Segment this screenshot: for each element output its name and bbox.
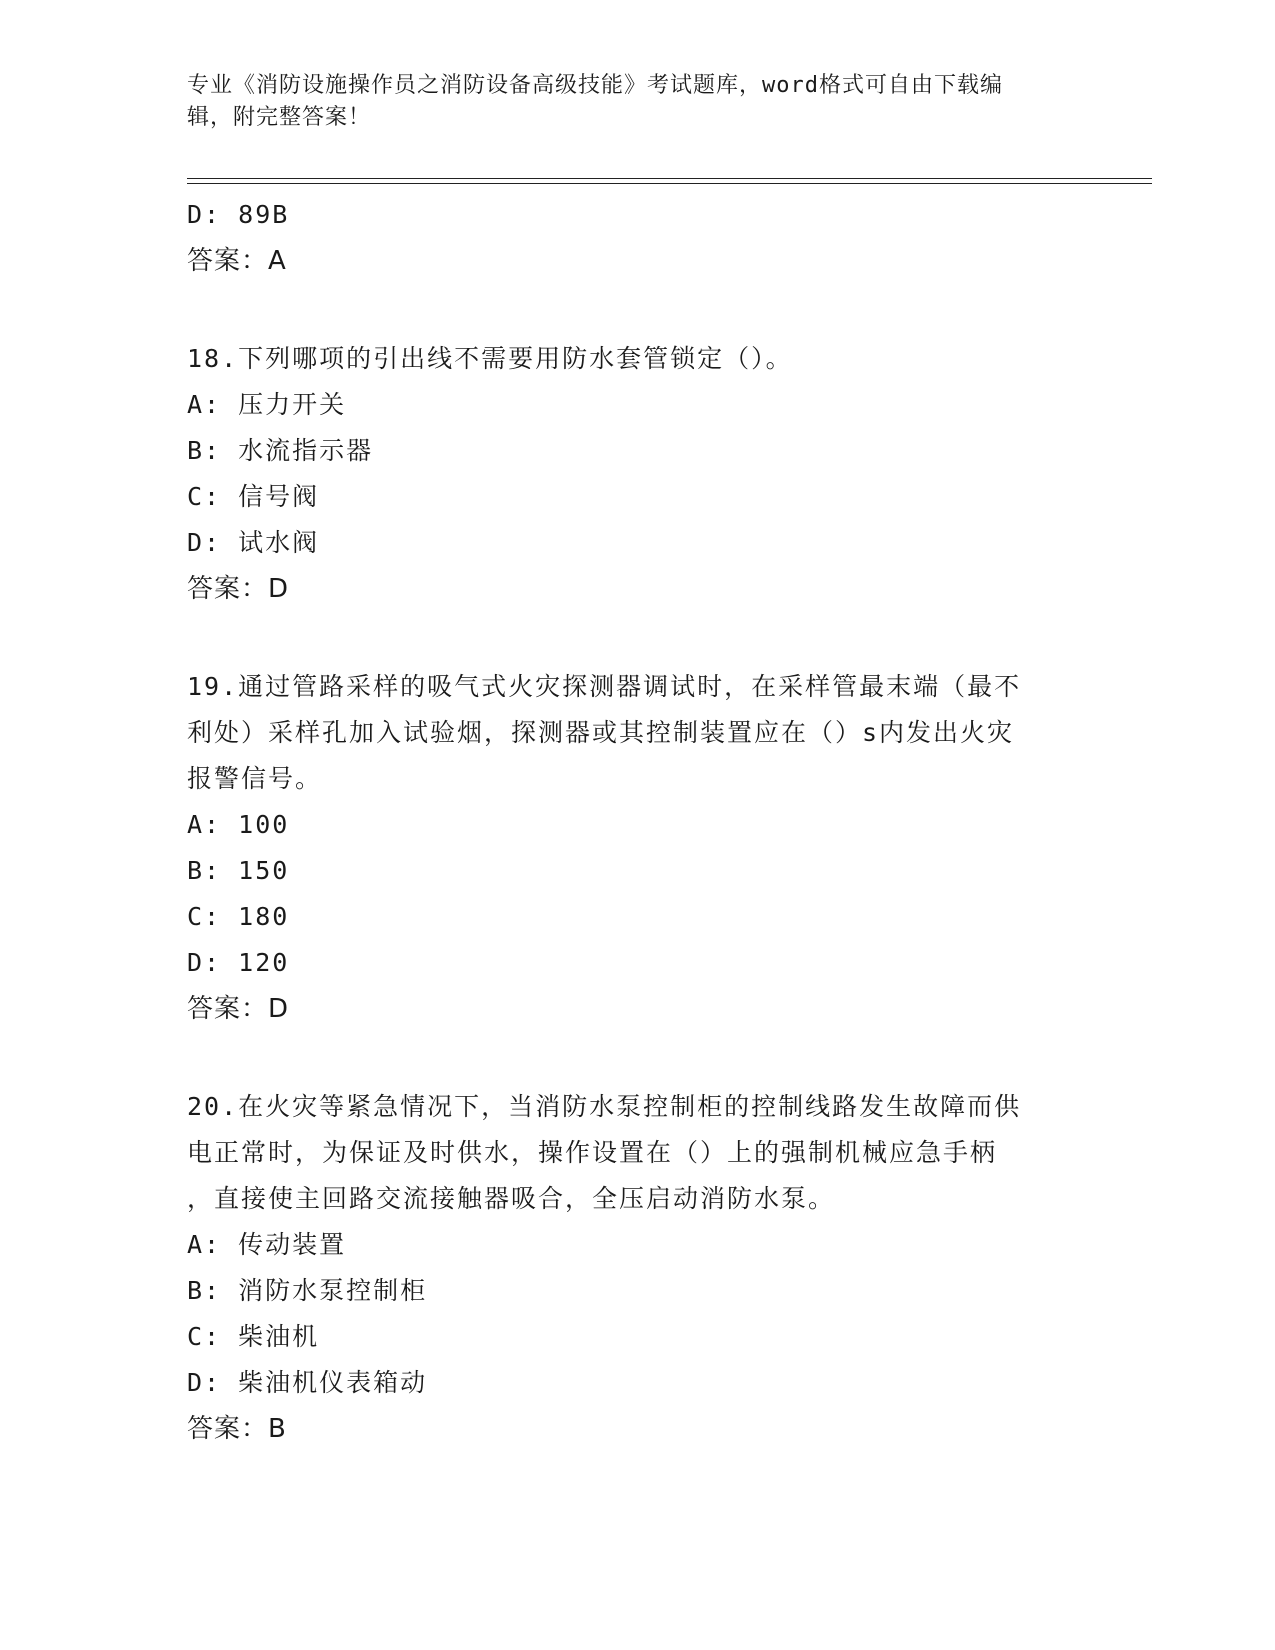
- option-c: C: 180: [187, 902, 290, 931]
- header-divider-bottom: [187, 183, 1152, 184]
- stem-line: 报警信号。: [187, 764, 323, 793]
- question-stem: [187, 664, 1087, 802]
- question-stem: [187, 1084, 1087, 1222]
- document-header: [187, 70, 1087, 134]
- stem-line: 利处）采样孔加入试验烟，探测器或其控制装置应在（）s内发出火灾: [187, 718, 1015, 747]
- spacer: [187, 284, 1087, 336]
- answer-line: 答案：D: [187, 994, 290, 1024]
- option-b: B: 水流指示器: [187, 436, 374, 465]
- question-19: [187, 664, 1087, 1032]
- answer-line: 答案：D: [187, 574, 290, 604]
- spacer: [187, 612, 1087, 664]
- option-c: C: 信号阀: [187, 482, 320, 511]
- option-a: A: 传动装置: [187, 1230, 347, 1259]
- option-d: D: 柴油机仪表箱动: [187, 1368, 428, 1397]
- option-d: D: 120: [187, 948, 290, 977]
- option-a: A: 100: [187, 810, 290, 839]
- header-line-2: 辑，附完整答案！: [187, 105, 372, 130]
- option-c: C: 柴油机: [187, 1322, 320, 1351]
- option-b: B: 消防水泵控制柜: [187, 1276, 428, 1305]
- header-line-1: 专业《消防设施操作员之消防设备高级技能》考试题库，word格式可自由下载编: [187, 73, 1003, 98]
- question-20: [187, 1084, 1087, 1452]
- previous-question-tail: [187, 192, 1087, 284]
- option-d: D: 试水阀: [187, 528, 320, 557]
- stem-line: 电正常时，为保证及时供水，操作设置在（）上的强制机械应急手柄: [187, 1138, 998, 1167]
- answer-line: 答案：B: [187, 1414, 287, 1444]
- option-a: A: 压力开关: [187, 390, 347, 419]
- answer-line: 答案：A: [187, 246, 287, 276]
- spacer: [187, 1032, 1087, 1084]
- question-stem: [187, 336, 1087, 382]
- option-d: D: 89B: [187, 200, 290, 229]
- option-b: B: 150: [187, 856, 290, 885]
- stem-line: ，直接使主回路交流接触器吸合，全压启动消防水泵。: [187, 1184, 836, 1213]
- stem-line: 18.下列哪项的引出线不需要用防水套管锁定（）。: [187, 344, 793, 373]
- stem-line: 20.在火灾等紧急情况下，当消防水泵控制柜的控制线路发生故障而供: [187, 1092, 1022, 1121]
- stem-line: 19.通过管路采样的吸气式火灾探测器调试时，在采样管最末端（最不: [187, 672, 1022, 701]
- question-18: [187, 336, 1087, 612]
- question-list: [187, 192, 1087, 1452]
- header-divider-top: [187, 178, 1152, 179]
